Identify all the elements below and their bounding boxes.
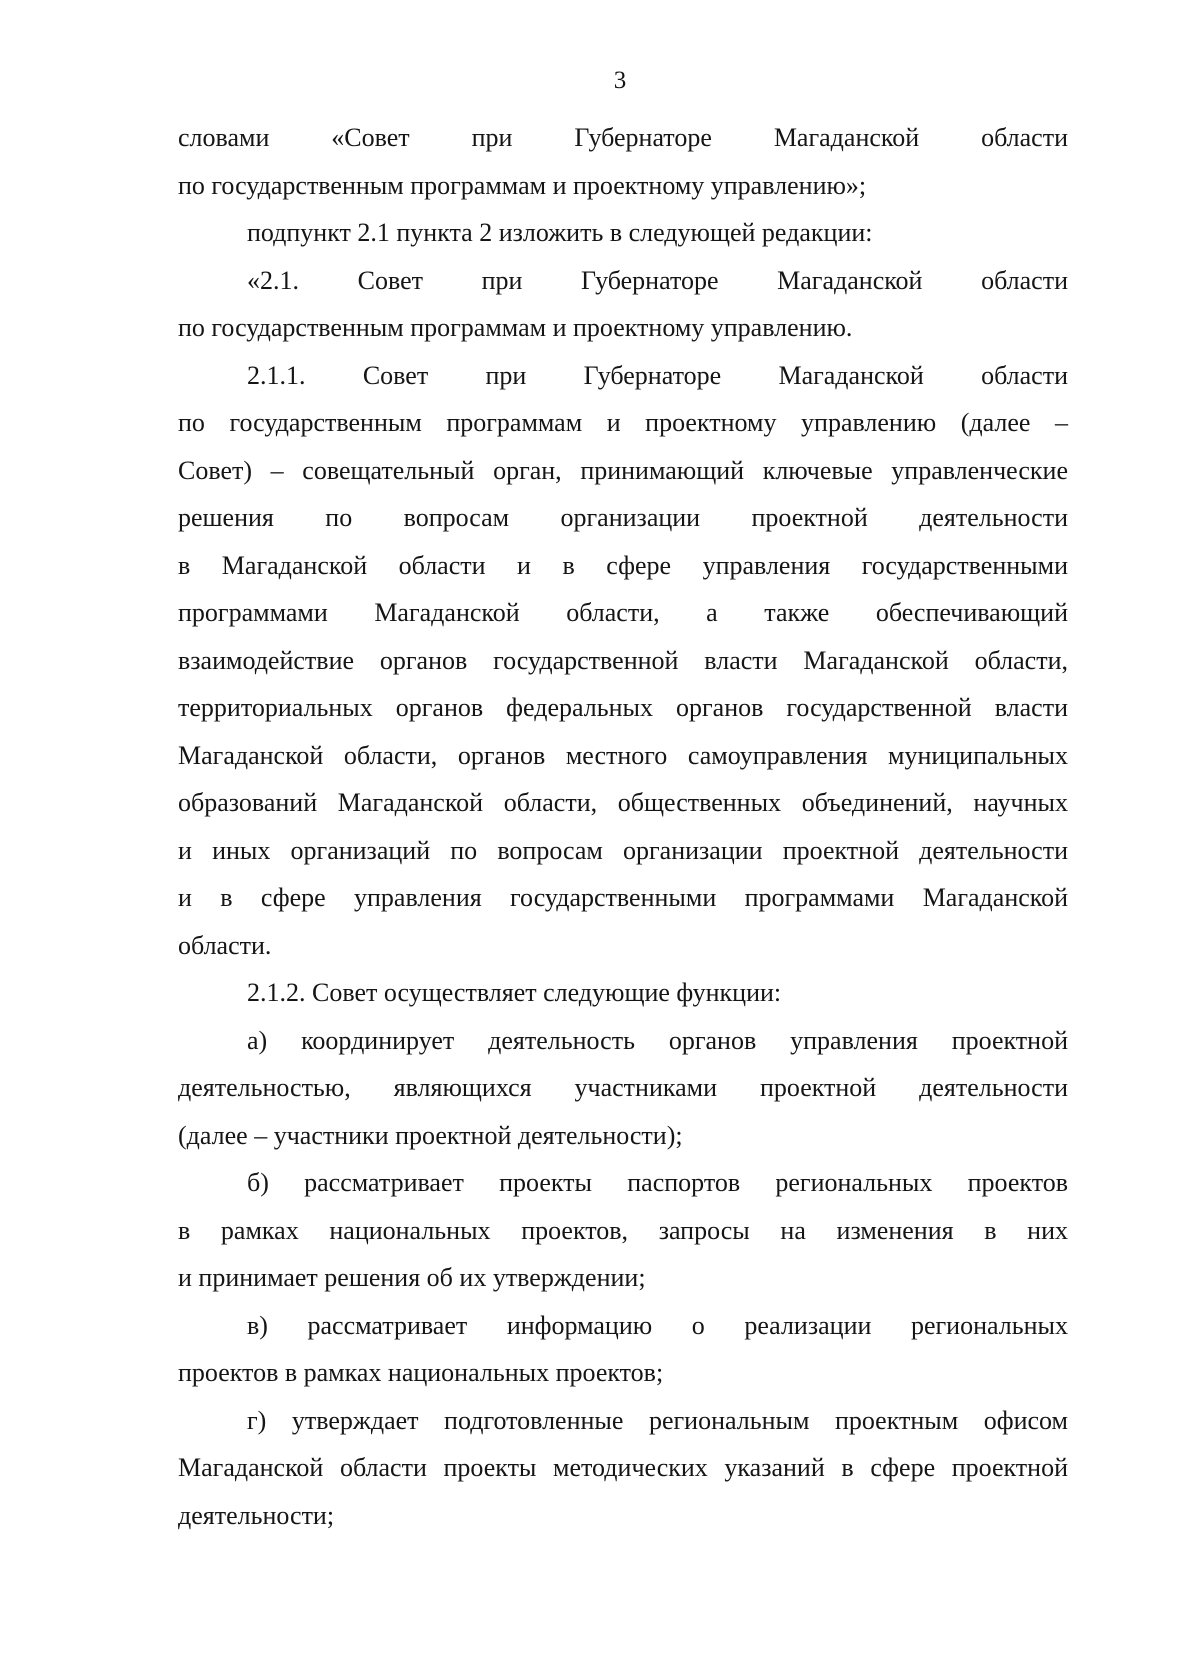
paragraph (178, 209, 1068, 257)
text-line: проектов в рамках национальных проектов; (178, 1358, 664, 1387)
text-line: а) координирует деятельность органов управления проектной (247, 1025, 1068, 1055)
paragraph (178, 352, 1068, 970)
text-line: Совет) – совещательный орган, принимающий ключевые управленческие (178, 455, 1068, 485)
paragraph (178, 1302, 1068, 1397)
paragraph (178, 114, 1068, 209)
text-line: в) рассматривает информацию о реализации региональных (247, 1310, 1068, 1340)
text-line: подпункт 2.1 пункта 2 изложить в следующей редакции: (247, 218, 873, 247)
text-line: решения по вопросам организации проектной деятельности (178, 503, 1068, 532)
text-line: по государственным программам и проектному управлению (далее – (178, 408, 1068, 437)
text-line: и принимает решения об их утверждении; (178, 1263, 646, 1292)
text-line: Магаданской области, органов местного самоуправления муниципальных (178, 740, 1068, 770)
text-line: взаимодействие органов государственной власти Магаданской области, (178, 645, 1068, 675)
document-body (178, 114, 1068, 1539)
text-line: 2.1.1. Совет при Губернаторе Магаданской области (247, 360, 1068, 390)
text-line: б) рассматривает проекты паспортов региональных проектов (247, 1168, 1068, 1197)
text-line: «2.1. Совет при Губернаторе Магаданской области (247, 265, 1068, 295)
text-line: в рамках национальных проектов, запросы на изменения в них (178, 1215, 1068, 1245)
paragraph (178, 1397, 1068, 1540)
paragraph (178, 1017, 1068, 1160)
paragraph (178, 1159, 1068, 1302)
text-line: в Магаданской области и в сфере управления государственными (178, 550, 1068, 580)
paragraph (178, 257, 1068, 352)
text-line: территориальных органов федеральных органов государственной власти (178, 693, 1068, 722)
text-line: по государственным программам и проектному управлению. (178, 313, 853, 342)
text-line: Магаданской области проекты методических указаний в сфере проектной (178, 1453, 1068, 1482)
text-line: г) утверждает подготовленные региональным проектным офисом (247, 1405, 1068, 1435)
text-line: и иных организаций по вопросам организации проектной деятельности (178, 835, 1068, 865)
paragraph (178, 969, 1068, 1017)
text-line: деятельностью, являющихся участниками проектной деятельности (178, 1073, 1068, 1102)
text-line: деятельности; (178, 1500, 335, 1530)
text-line: и в сфере управления государственными программами Магаданской (178, 883, 1068, 912)
text-line: области. (178, 930, 272, 960)
text-line: (далее – участники проектной деятельности); (178, 1120, 683, 1150)
text-line: по государственным программам и проектному управлению»; (178, 170, 867, 200)
text-line: образований Магаданской области, общественных объединений, научных (178, 788, 1068, 817)
page-number: 3 (613, 67, 627, 94)
text-line: словами «Совет при Губернаторе Магаданской области (178, 123, 1068, 152)
text-line: 2.1.2. Совет осуществляет следующие функции: (247, 978, 782, 1007)
text-line: программами Магаданской области, а также обеспечивающий (178, 598, 1068, 627)
